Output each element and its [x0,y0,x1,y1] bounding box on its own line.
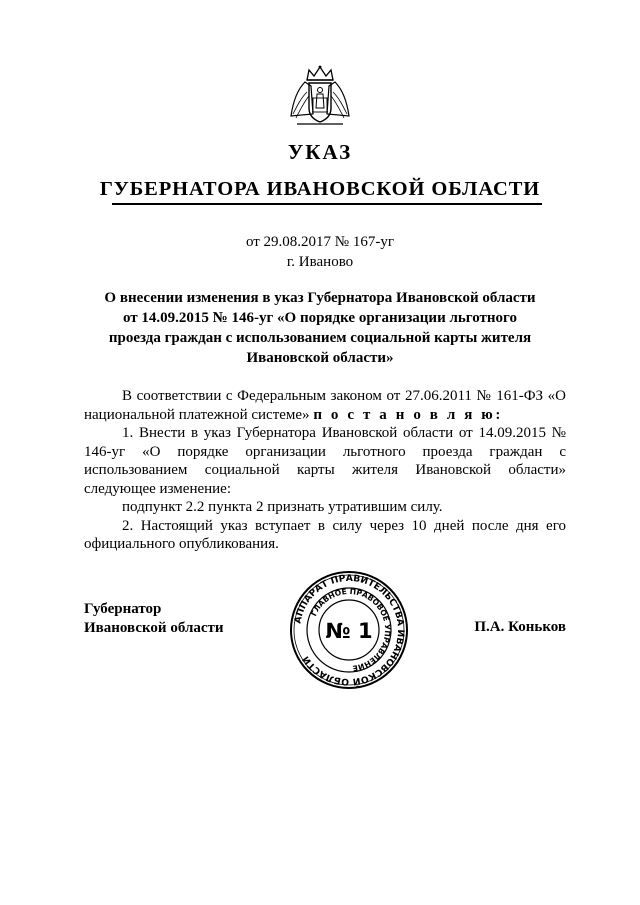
seal-ring-text: АППАРАТ ПРАВИТЕЛЬСТВА ИВАНОВСКОЙ ОБЛАСТИ [292,572,407,688]
item-1-subitem: подпункт 2.2 пункта 2 признать утратившим силу. [122,499,443,515]
document-body [84,387,566,554]
subject-line: от 14.09.2015 № 146-уг «О порядке организации льготного [122,310,517,326]
signatory-name: П.А. Коньков [474,619,566,635]
document-city: г. Иваново [286,254,354,270]
preamble-decree-word: п о с т а н о в л я ю: [313,406,503,423]
signatory-role-line: Ивановской области [84,620,224,636]
seal-number: № 1 [325,619,373,643]
preamble-text: В соответствии с Федеральным законом от 27.06.2011 № 161-ФЗ «О национальной платежной системе» [84,388,566,423]
subject-line: проезда граждан с использованием социальной карты жителя [108,330,532,346]
seal-inner-text: ГЛАВНОЕ ПРАВОВОЕ УПРАВЛЕНИЕ [309,586,393,673]
issuer-underline [112,203,542,205]
subject-line: О внесении изменения в указ Губернатора Ивановской области [104,290,536,306]
signatory-role-line: Губернатор [84,601,162,617]
ivanovo-coat-of-arms-icon [287,64,353,128]
item-1-paragraph: 1. Внести в указ Губернатора Ивановской области от 14.09.2015 № 146-уг «О порядке организации льготного проезда граждан с использованием социальной карты жителя Ивановской области» следующее изменение: [84,425,566,497]
document-issuer: ГУБЕРНАТОРА ИВАНОВСКОЙ ОБЛАСТИ [99,178,541,200]
item-2-paragraph: 2. Настоящий указ вступает в силу через 10 дней после дня его официального опубликования. [84,517,566,552]
signatory-role [84,600,224,638]
document-title: УКАЗ [287,140,353,164]
preamble-paragraph [84,387,566,424]
subject-line: Ивановской области» [246,350,394,366]
official-seal-stamp [289,570,409,690]
document-date-number: от 29.08.2017 № 167-уг [245,234,395,250]
document-subject [100,288,540,368]
